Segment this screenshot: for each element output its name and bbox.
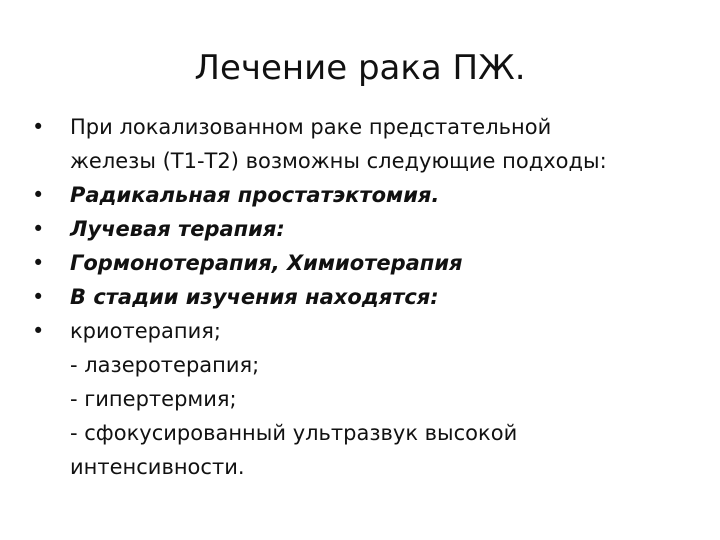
bullet-text — [70, 246, 700, 280]
bullet-line: интенсивности. — [70, 455, 245, 479]
bullet-line: Гормонотерапия, Химиотерапия — [70, 251, 463, 275]
bullet-text — [70, 178, 700, 212]
bullet-item-prostatectomy — [30, 178, 700, 212]
bullet-line: железы (Т1-Т2) возможны следующие подходы: — [70, 149, 607, 173]
bullet-item-radiation — [30, 212, 700, 246]
bullet-line: При локализованном раке предстательной — [70, 115, 552, 139]
bullet-line: - сфокусированный ультразвук высокой — [70, 421, 518, 445]
bullet-text — [70, 212, 700, 246]
bullet-marker: • — [32, 285, 45, 309]
bullet-item-localized-approaches — [30, 110, 700, 178]
slide-title: Лечение рака ПЖ. — [194, 48, 526, 88]
bullet-text — [70, 110, 700, 178]
bullet-marker: • — [32, 251, 45, 275]
bullet-marker: • — [32, 217, 45, 241]
bullet-line: криотерапия; — [70, 319, 221, 343]
bullet-line: Радикальная простатэктомия. — [70, 183, 440, 207]
bullet-line: - лазеротерапия; — [70, 353, 260, 377]
bullet-text — [70, 314, 700, 484]
bullet-marker: • — [32, 115, 45, 139]
bullet-item-experimental-therapies — [30, 314, 700, 484]
bullet-list — [30, 110, 700, 484]
bullet-line: В стадии изучения находятся: — [70, 285, 439, 309]
bullet-item-hormone-chemo — [30, 246, 700, 280]
bullet-item-under-study — [30, 280, 700, 314]
bullet-marker: • — [32, 319, 45, 343]
bullet-text — [70, 280, 700, 314]
bullet-line: - гипертермия; — [70, 387, 237, 411]
bullet-marker: • — [32, 183, 45, 207]
bullet-line: Лучевая терапия: — [70, 217, 285, 241]
